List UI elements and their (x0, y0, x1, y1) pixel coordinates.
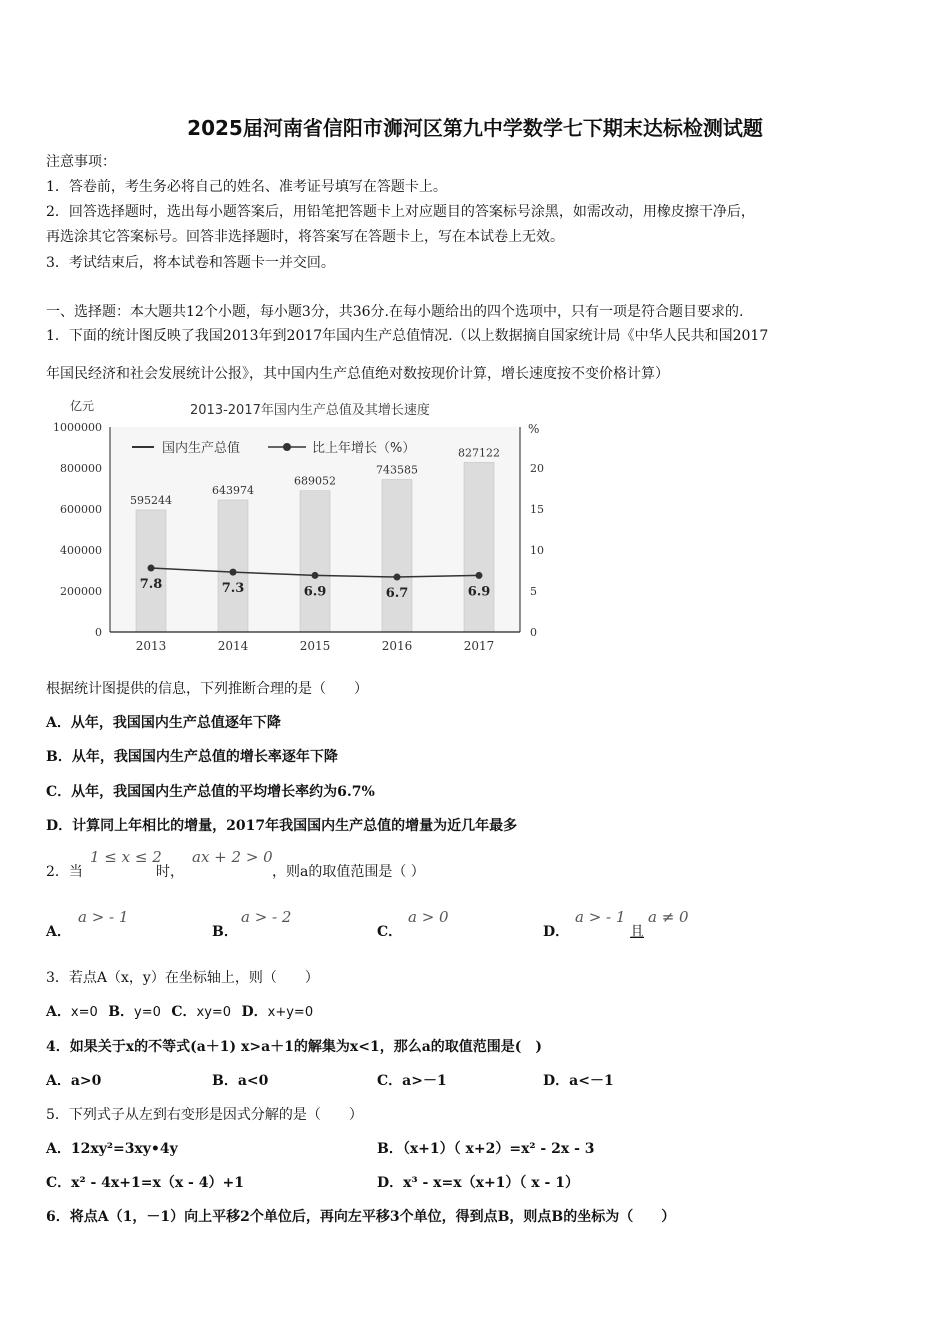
y-right-tick: 0 (530, 626, 537, 639)
growth-label: 6.9 (303, 584, 327, 600)
x-tick-label: 2013 (135, 639, 167, 653)
y-right-tick: 20 (530, 462, 544, 475)
q4-option-b[interactable]: B．a<0 (212, 1073, 269, 1089)
x-tick-label: 2014 (217, 639, 249, 653)
q2-option-b[interactable]: a > - 2 (241, 908, 292, 926)
q3-option-b-letter[interactable]: B． (108, 1004, 135, 1020)
q3-option-a-letter[interactable]: A． (46, 1004, 71, 1020)
x-tick-label: 2016 (381, 639, 413, 653)
growth-label: 7.3 (221, 581, 245, 597)
section-heading: 一、选择题：本大题共12个小题，每小题3分，共36分.在每小题给出的四个选项中，只有一项是符合题目要求的. (46, 304, 744, 320)
gdp-bar-2017 (464, 462, 494, 632)
y-left-tick: 0 (95, 626, 102, 639)
q5-option-d[interactable]: D．x³ - x=x（x+1）（ x - 1） (377, 1175, 579, 1191)
notice-item: 3．考试结束后，将本试卷和答题卡一并交回。 (46, 255, 335, 271)
q5-option-a[interactable]: A．12xy²=3xy•4y (46, 1141, 178, 1157)
legend-line-marker (283, 443, 291, 451)
growth-label: 7.8 (139, 577, 163, 593)
q1-option-a[interactable]: A．从年，我国国内生产总值逐年下降 (46, 715, 281, 731)
q1-stem-cont: 年国民经济和社会发展统计公报》，其中国内生产总值绝对数按现价计算，增长速度按不变价格计算） (46, 366, 669, 382)
growth-point (230, 569, 237, 576)
q2-cond2: ax + 2 > 0 (192, 848, 273, 866)
gdp-bar-2016 (382, 480, 412, 632)
x-tick-label: 2015 (299, 639, 331, 653)
q1-stem: 1．下面的统计图反映了我国2013年到2017年国内生产总值情况.（以上数据摘自国家统计局《中华人民共和国2017 (46, 328, 769, 344)
q2-mid: 时， (156, 864, 184, 880)
x-tick-label: 2017 (463, 639, 495, 653)
gdp-chart (44, 395, 564, 657)
q2-option-b-letter[interactable]: B． (212, 924, 238, 940)
q4-option-c[interactable]: C．a>－1 (377, 1073, 447, 1089)
q5-stem: 5．下列式子从左到右变形是因式分解的是（ ） (46, 1107, 363, 1123)
gdp-bar-label: 643974 (212, 483, 254, 497)
q3-option-c-letter[interactable]: C． (171, 1004, 197, 1020)
q1-question: 根据统计图提供的信息，下列推断合理的是（ ） (46, 681, 368, 697)
q3-option-b[interactable]: y=0 (134, 1005, 161, 1020)
y-right-unit: % (528, 422, 540, 436)
q1-option-d[interactable]: D．计算同上年相比的增量，2017年我国国内生产总值的增量为近几年最多 (46, 818, 518, 834)
q5-option-c[interactable]: C．x² - 4x+1=x（x - 4）+1 (46, 1175, 244, 1191)
gdp-bar-label: 595244 (130, 493, 172, 507)
notice-heading: 注意事项： (46, 154, 116, 170)
growth-label: 6.9 (467, 584, 491, 600)
y-right-tick: 10 (530, 544, 544, 557)
q3-option-c[interactable]: xy=0 (196, 1005, 232, 1020)
q3-option-d[interactable]: x+y=0 (267, 1005, 314, 1020)
gdp-bar-2015 (300, 491, 330, 632)
q4-stem: 4．如果关于x的不等式(a＋1) x>a＋1的解集为x<1，那么a的取值范围是( ) (46, 1039, 543, 1055)
q4-option-a[interactable]: A．a>0 (46, 1073, 102, 1089)
q1-option-b[interactable]: B．从年，我国国内生产总值的增长率逐年下降 (46, 749, 338, 765)
q1-option-c[interactable]: C．从年，我国国内生产总值的平均增长率约为6.7% (46, 784, 375, 800)
q2-prefix: 2．当 (46, 864, 83, 880)
q2-option-c-letter[interactable]: C． (377, 924, 403, 940)
growth-point (148, 565, 155, 572)
y-left-unit: 亿元 (70, 399, 95, 413)
q2-option-d-letter[interactable]: D． (543, 924, 570, 940)
q2-option-d[interactable]: a > - 1 (575, 908, 626, 926)
y-left-tick: 600000 (60, 503, 102, 516)
gdp-bar-label: 689052 (294, 474, 336, 488)
q2-cond1: 1 ≤ x ≤ 2 (90, 848, 162, 866)
notice-item: 1．答卷前，考生务必将自己的姓名、准考证号填写在答题卡上。 (46, 179, 447, 195)
growth-point (394, 574, 401, 581)
gdp-bar-label: 743585 (376, 463, 418, 477)
q5-option-b[interactable]: B．（x+1）（ x+2）=x² - 2x - 3 (377, 1141, 595, 1157)
notice-item: 再选涂其它答案标号。回答非选择题时，将答案写在答题卡上，写在本试卷上无效。 (46, 229, 564, 245)
q3-option-a[interactable]: x=0 (70, 1005, 98, 1020)
notice-item: 2．回答选择题时，选出每小题答案后，用铅笔把答题卡上对应题目的答案标号涂黑，如需改动，用橡皮擦干净后， (46, 204, 755, 220)
y-right-tick: 15 (530, 503, 544, 516)
y-right-tick: 5 (530, 585, 537, 598)
growth-label: 6.7 (385, 586, 409, 602)
q2-option-a[interactable]: a > - 1 (78, 908, 129, 926)
q3-stem: 3．若点A（x，y）在坐标轴上，则（ ） (46, 970, 319, 986)
y-left-tick: 800000 (60, 462, 102, 475)
y-left-tick: 400000 (60, 544, 102, 557)
growth-point (312, 572, 319, 579)
gdp-bar-2014 (218, 500, 248, 632)
growth-point (476, 572, 483, 579)
y-left-tick: 200000 (60, 585, 102, 598)
q2-option-c[interactable]: a > 0 (408, 908, 449, 926)
q4-option-d[interactable]: D．a<－1 (543, 1073, 614, 1089)
chart-title: 2013-2017年国内生产总值及其增长速度 (190, 403, 430, 418)
q2-option-d-expr2[interactable]: a ≠ 0 (648, 908, 689, 926)
legend-gdp: 国内生产总值 (162, 441, 241, 456)
q2-option-d-joiner: 且 (630, 924, 644, 940)
q3-option-d-letter[interactable]: D． (241, 1004, 268, 1020)
q2-option-a-letter[interactable]: A． (46, 924, 71, 940)
y-left-tick: 1000000 (53, 421, 102, 434)
page-title: 2025届河南省信阳市浉河区第九中学数学七下期末达标检测试题 (187, 116, 763, 140)
q6-stem: 6．将点A（1，－1）向上平移2个单位后，再向左平移3个单位，得到点B，则点B的坐标为（ ） (46, 1209, 676, 1225)
q2-suffix: ，则a的取值范围是（ ） (272, 864, 425, 880)
legend-growth: 比上年增长（%） (312, 441, 416, 456)
gdp-bar-label: 827122 (458, 446, 500, 460)
